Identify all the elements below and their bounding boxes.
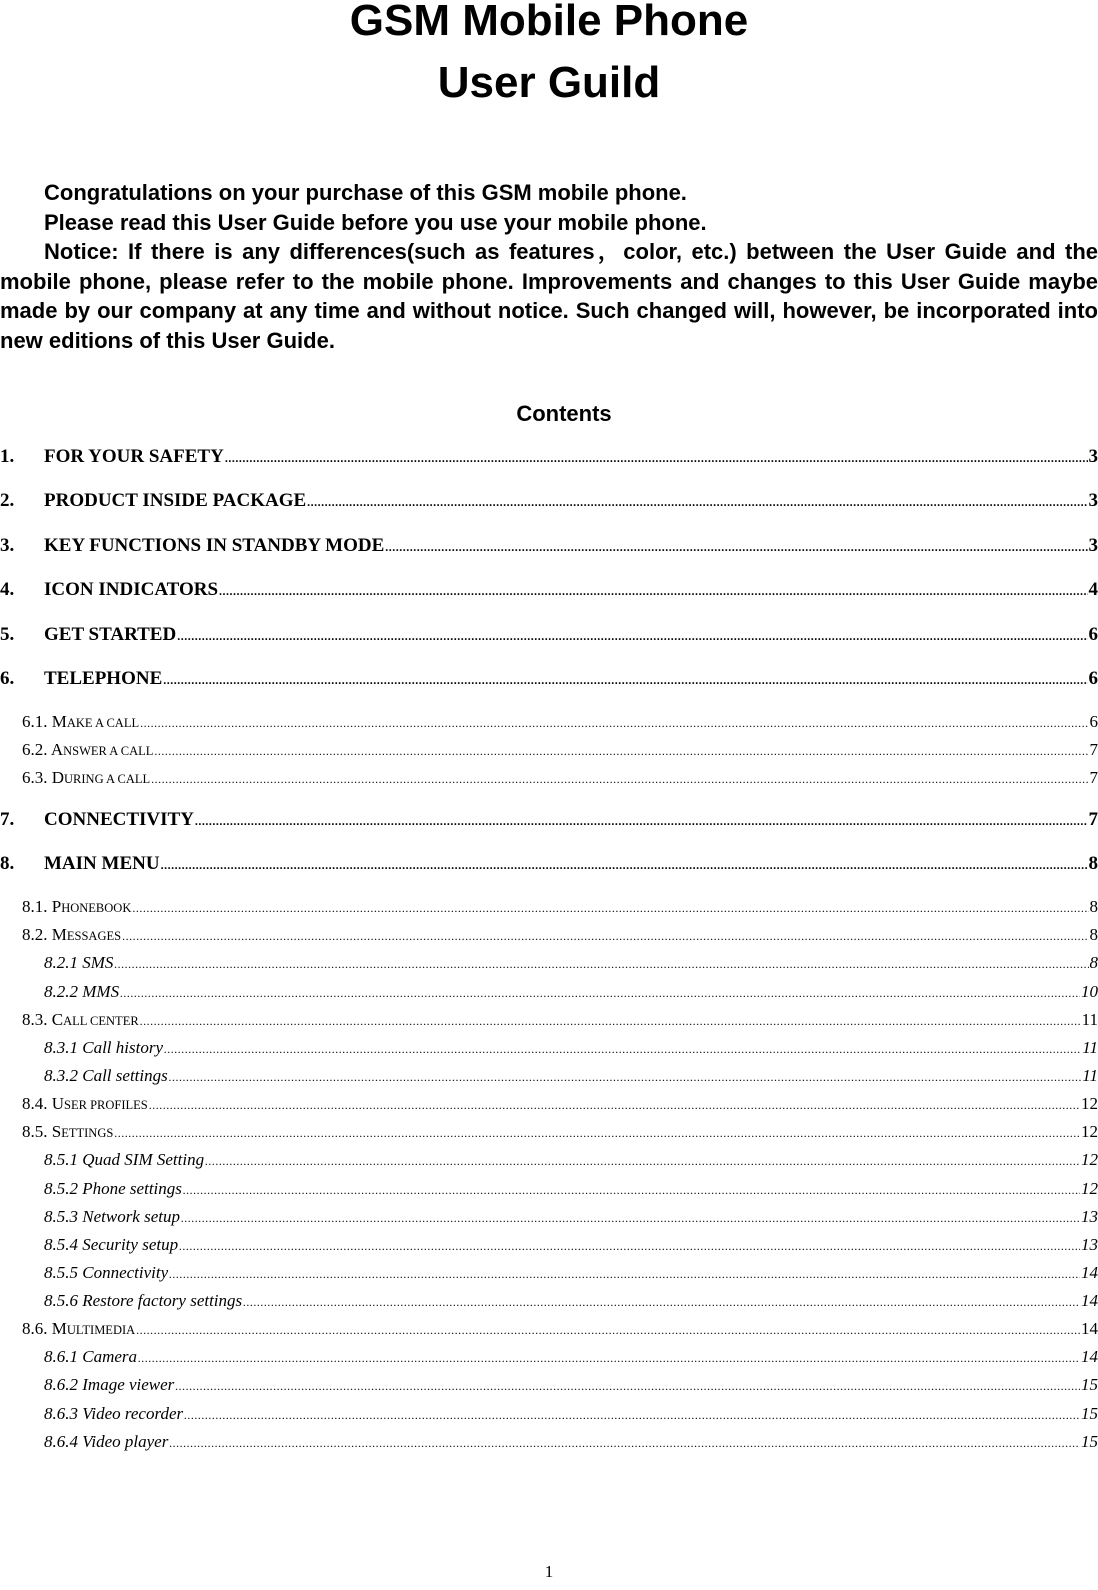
toc-entry-title: TELEPHONE [44, 668, 163, 689]
toc-entry-title: URING A CALL [64, 772, 151, 786]
intro-notice: Notice: If there is any differences(such as features，color, etc.) between the User Guide and the mobile phone, please refer to the mobile phone. Improvements and changes to this User Guide maybe made by our company at any time and without notice. Such changed will, however, be incorporated into new editions of this User Guide. [0, 239, 1098, 353]
toc-leader [183, 1177, 1080, 1203]
toc-entry-title: ALL CENTER [63, 1014, 139, 1028]
toc-entry-page: 7 [1088, 809, 1098, 830]
toc-entry-number: 8.2. [22, 925, 48, 944]
toc-entry-page: 6 [1088, 624, 1098, 645]
toc-leader [120, 980, 1080, 1006]
toc-leader [138, 1345, 1080, 1371]
toc-leader [243, 1289, 1080, 1315]
toc-entry-title: 8.6.3 Video recorder [44, 1404, 184, 1423]
toc-entry-number: 8. [0, 853, 15, 874]
toc-entry-number: 5. [0, 624, 15, 645]
toc-entry-cap: C [51, 1010, 64, 1029]
toc-entry-cap: U [51, 1094, 65, 1113]
toc-entry-title: 8.5.4 Security setup [44, 1235, 179, 1254]
toc-entry-number: 4. [0, 579, 15, 600]
toc-entry-page: 6 [1088, 668, 1098, 689]
toc-entry-page: 3 [1088, 490, 1098, 511]
toc-entry-page: 14 [1081, 1347, 1098, 1366]
toc-entry-page: 15 [1081, 1404, 1098, 1423]
toc-leader [164, 1036, 1081, 1062]
page-number: 1 [544, 1562, 554, 1581]
toc-entry[interactable] [22, 1119, 1098, 1145]
toc-leader [169, 1064, 1082, 1090]
toc-entry-number: 3. [0, 535, 15, 556]
toc-entry-page: 12 [1081, 1179, 1098, 1198]
toc-entry-number: 8.1. [22, 897, 48, 916]
toc-entry[interactable] [44, 1147, 1098, 1173]
toc-entry-title: FOR YOUR SAFETY [44, 446, 224, 467]
toc-entry-title: CONNECTIVITY [44, 809, 194, 830]
toc-entry-title: 8.3.2 Call settings [44, 1066, 168, 1085]
toc-entry[interactable] [22, 894, 1098, 920]
toc-entry[interactable] [44, 1372, 1098, 1398]
toc-entry-page: 6 [1089, 712, 1098, 731]
toc-entry[interactable] [44, 1176, 1098, 1202]
toc-entry-cap: S [51, 1122, 62, 1141]
toc-entry-cap: P [51, 897, 62, 916]
toc-leader [169, 1430, 1080, 1456]
toc-leader [195, 808, 1088, 834]
toc-entry-title: AKE A CALL [66, 716, 140, 730]
toc-entry[interactable] [22, 1091, 1098, 1117]
toc-entry-title: 8.6.1 Camera [44, 1347, 138, 1366]
toc-entry-cap: A [50, 740, 64, 759]
toc-entry-title: 8.5.1 Quad SIM Setting [44, 1150, 205, 1169]
toc-entry-number: 8.3. [22, 1010, 48, 1029]
toc-entry[interactable] [44, 1429, 1098, 1455]
toc-entry-number: 6.3. [22, 768, 48, 787]
toc-entry-page: 10 [1081, 982, 1098, 1001]
toc-entry[interactable] [44, 1288, 1098, 1314]
toc-entry-page: 15 [1081, 1432, 1098, 1451]
toc-entry-number: 6. [0, 668, 15, 689]
intro-congratulations: Congratulations on your purchase of this GSM mobile phone. [44, 180, 687, 205]
toc-leader [169, 1261, 1080, 1287]
toc-entry-page: 13 [1081, 1235, 1098, 1254]
toc-entry[interactable] [44, 1260, 1098, 1286]
toc-entry[interactable] [0, 622, 1098, 648]
toc-entry-page: 14 [1081, 1263, 1098, 1282]
toc-entry[interactable] [0, 851, 1098, 877]
toc-leader [161, 852, 1088, 878]
toc-entry[interactable] [44, 979, 1098, 1005]
contents-heading: Contents [516, 401, 612, 426]
toc-leader [205, 1148, 1080, 1174]
toc-entry-page: 14 [1081, 1291, 1098, 1310]
toc-entry-number: 8.5. [22, 1122, 48, 1141]
toc-entry-title: 8.2.2 MMS [44, 982, 120, 1001]
toc-leader [175, 1373, 1080, 1399]
toc-leader [132, 895, 1088, 921]
toc-entry-page: 8 [1088, 853, 1098, 874]
toc-entry[interactable] [22, 709, 1098, 735]
toc-leader [122, 923, 1088, 949]
toc-entry-title: ICON INDICATORS [44, 579, 219, 600]
toc-entry[interactable] [44, 1063, 1098, 1089]
toc-leader [181, 1205, 1080, 1231]
toc-leader [385, 534, 1087, 560]
toc-entry-page: 11 [1082, 1038, 1098, 1057]
toc-entry-title: 8.6.4 Video player [44, 1432, 169, 1451]
toc-entry[interactable] [22, 765, 1098, 791]
toc-entry[interactable] [44, 1204, 1098, 1230]
toc-entry-page: 3 [1088, 535, 1098, 556]
toc-entry-page: 12 [1081, 1150, 1098, 1169]
toc-entry-title: HONEBOOK [61, 901, 132, 915]
toc-entry[interactable] [0, 533, 1098, 559]
toc-entry-page: 11 [1082, 1066, 1098, 1085]
toc-entry[interactable] [0, 444, 1098, 470]
toc-entry-title: MAIN MENU [44, 853, 160, 874]
toc-entry-page: 8 [1089, 897, 1098, 916]
toc-leader [151, 766, 1088, 792]
toc-entry-cap: M [51, 925, 67, 944]
toc-leader [140, 710, 1088, 736]
toc-leader [225, 445, 1088, 471]
toc-entry-title: GET STARTED [44, 624, 177, 645]
toc-entry[interactable] [0, 488, 1098, 514]
intro-block [0, 178, 1098, 355]
toc-leader [179, 1233, 1080, 1259]
toc-entry[interactable] [22, 737, 1098, 763]
toc-entry-cap: D [51, 768, 65, 787]
toc-entry-page: 12 [1081, 1094, 1098, 1113]
toc-entry-title: ESSAGES [66, 929, 122, 943]
toc-leader [177, 623, 1087, 649]
toc-entry-title: ULTIMEDIA [66, 1323, 136, 1337]
toc-leader [307, 489, 1087, 515]
toc-entry-number: 2. [0, 490, 15, 511]
toc-entry-title: 8.3.1 Call history [44, 1038, 164, 1057]
toc-entry[interactable] [44, 1401, 1098, 1427]
toc-entry-number: 6.1. [22, 712, 48, 731]
toc-entry[interactable] [44, 1344, 1098, 1370]
toc-entry-number: 8.6. [22, 1319, 48, 1338]
toc-entry-page: 7 [1089, 740, 1098, 759]
toc-entry-page: 3 [1088, 446, 1098, 467]
toc-leader [140, 1008, 1081, 1034]
toc-entry-number: 8.4. [22, 1094, 48, 1113]
toc-entry-title: ETTINGS [61, 1126, 114, 1140]
toc-leader [163, 667, 1087, 693]
toc-entry[interactable] [22, 1316, 1098, 1342]
intro-read-first: Please read this User Guide before you use your mobile phone. [44, 209, 707, 235]
toc-entry-page: 11 [1081, 1010, 1098, 1029]
toc-entry-title: 8.5.6 Restore factory settings [44, 1291, 243, 1310]
toc-entry[interactable] [44, 1035, 1098, 1061]
toc-entry-title: 8.5.2 Phone settings [44, 1179, 182, 1198]
toc-leader [114, 951, 1088, 977]
toc-entry-title: NSWER A CALL [63, 744, 154, 758]
toc-entry-page: 8 [1089, 953, 1098, 972]
toc-entry-page: 13 [1081, 1207, 1098, 1226]
toc-entry-title: 8.5.5 Connectivity [44, 1263, 169, 1282]
toc-entry-page: 15 [1081, 1375, 1098, 1394]
toc-entry[interactable] [0, 577, 1098, 603]
document-subtitle: User Guild [437, 58, 661, 107]
toc-leader [136, 1317, 1080, 1343]
toc-entry-cap: M [51, 712, 67, 731]
toc-entry-title: PRODUCT INSIDE PACKAGE [44, 490, 307, 511]
toc-leader [219, 578, 1087, 604]
toc-entry-title: 8.5.3 Network setup [44, 1207, 180, 1226]
document-title: GSM Mobile Phone [349, 0, 749, 45]
toc-entry[interactable] [44, 950, 1098, 976]
toc-leader [154, 738, 1088, 764]
toc-entry-page: 7 [1089, 768, 1098, 787]
toc-entry-title: 8.2.1 SMS [44, 953, 114, 972]
toc-entry-number: 7. [0, 809, 15, 830]
toc-entry-number: 1. [0, 446, 15, 467]
toc-entry[interactable] [44, 1232, 1098, 1258]
toc-entry[interactable] [22, 1007, 1098, 1033]
toc-entry-title: 8.6.2 Image viewer [44, 1375, 175, 1394]
toc-entry-cap: M [51, 1319, 67, 1338]
toc-entry-title: KEY FUNCTIONS IN STANDBY MODE [44, 535, 385, 556]
toc-entry-page: 4 [1088, 579, 1098, 600]
toc-entry-page: 14 [1081, 1319, 1098, 1338]
toc-entry[interactable] [0, 807, 1098, 833]
toc-entry-number: 6.2. [22, 740, 48, 759]
toc-entry-page: 8 [1089, 925, 1098, 944]
toc-entry-page: 12 [1081, 1122, 1098, 1141]
toc-entry[interactable] [0, 666, 1098, 692]
toc-leader [114, 1120, 1080, 1146]
toc-entry[interactable] [22, 922, 1098, 948]
toc-leader [184, 1402, 1080, 1428]
toc-leader [149, 1092, 1080, 1118]
toc-entry-title: SER PROFILES [64, 1098, 148, 1112]
